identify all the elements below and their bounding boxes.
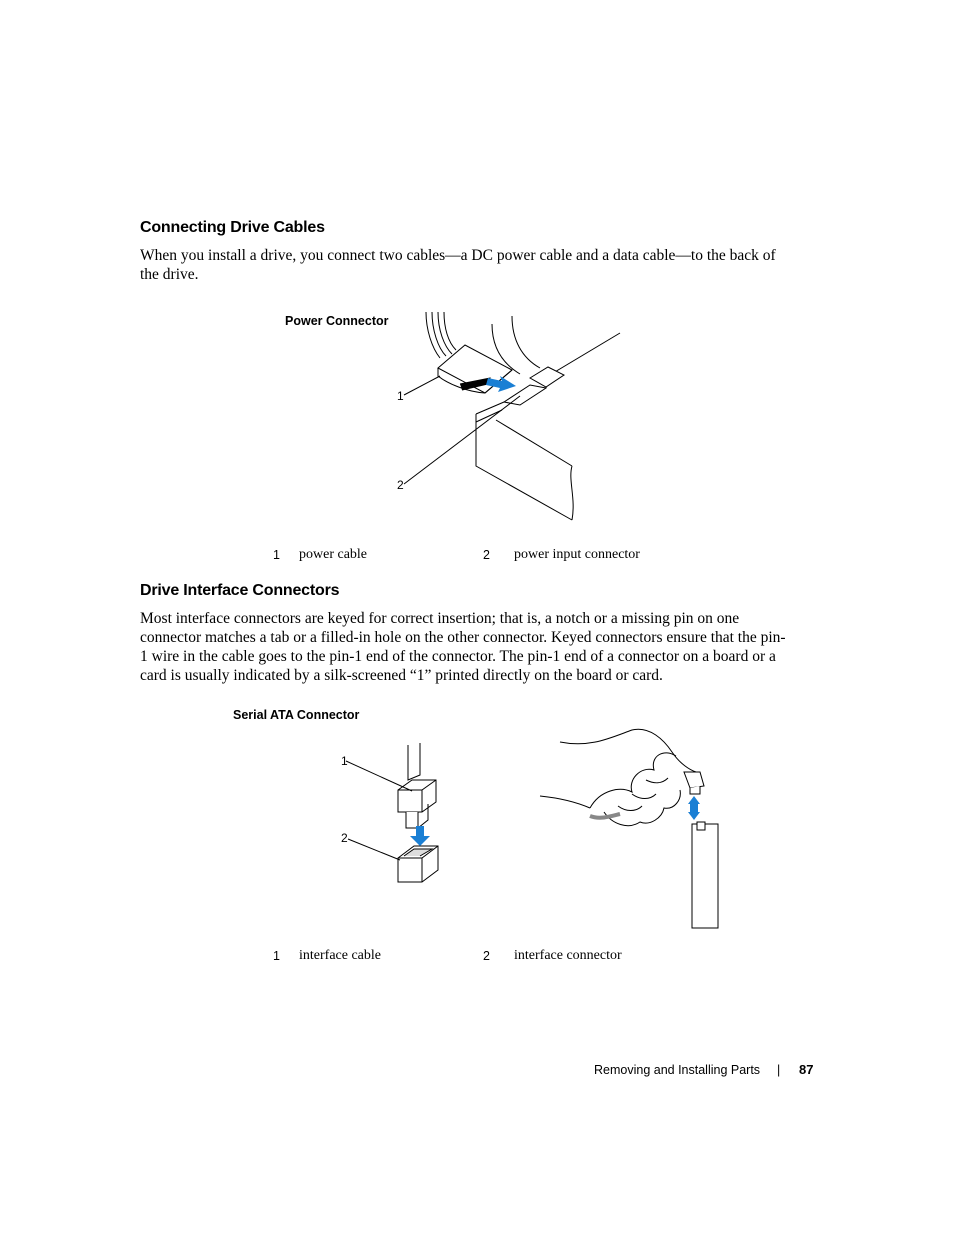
paragraph-line: Most interface connectors are keyed for correct insertion; that is, a notch or a missing pin on one (140, 610, 740, 627)
callout-number: 1 (341, 754, 348, 768)
figure-title-power-connector: Power Connector (285, 314, 389, 328)
paragraph-line: 1 wire in the cable goes to the pin-1 end of the connector. The pin-1 end of a connector on a board or a (140, 648, 776, 665)
legend-label: interface connector (514, 948, 622, 963)
figure-title-serial-ata-connector: Serial ATA Connector (233, 708, 360, 722)
footer-section-title: Removing and Installing Parts (594, 1063, 761, 1077)
legend-number: 1 (273, 548, 280, 562)
page-number: 87 (799, 1062, 814, 1077)
legend-label: power input connector (514, 547, 640, 562)
callout-number: 1 (397, 389, 404, 403)
double-arrow-icon (688, 796, 700, 820)
section-heading-connecting-drive-cables: Connecting Drive Cables (140, 219, 325, 236)
callout-number: 2 (341, 831, 348, 845)
legend-label: interface cable (299, 948, 381, 963)
footer-separator: | (777, 1063, 781, 1077)
callout-number: 2 (397, 478, 404, 492)
paragraph-line: the drive. (140, 266, 199, 283)
paragraph-line: card is usually indicated by a silk-screened “1” printed directly on the board or card. (140, 667, 663, 684)
legend-number: 2 (483, 548, 490, 562)
legend-label: power cable (299, 547, 368, 562)
paragraph-line: connector matches a tab or a filled-in hole on the other connector. Keyed connectors ensure that the pin- (140, 629, 786, 646)
paragraph-line: When you install a drive, you connect two cables—a DC power cable and a data cable—to the back of (140, 247, 776, 264)
legend-number: 1 (273, 949, 280, 963)
legend-number: 2 (483, 949, 490, 963)
section-heading-drive-interface-connectors: Drive Interface Connectors (140, 582, 340, 599)
